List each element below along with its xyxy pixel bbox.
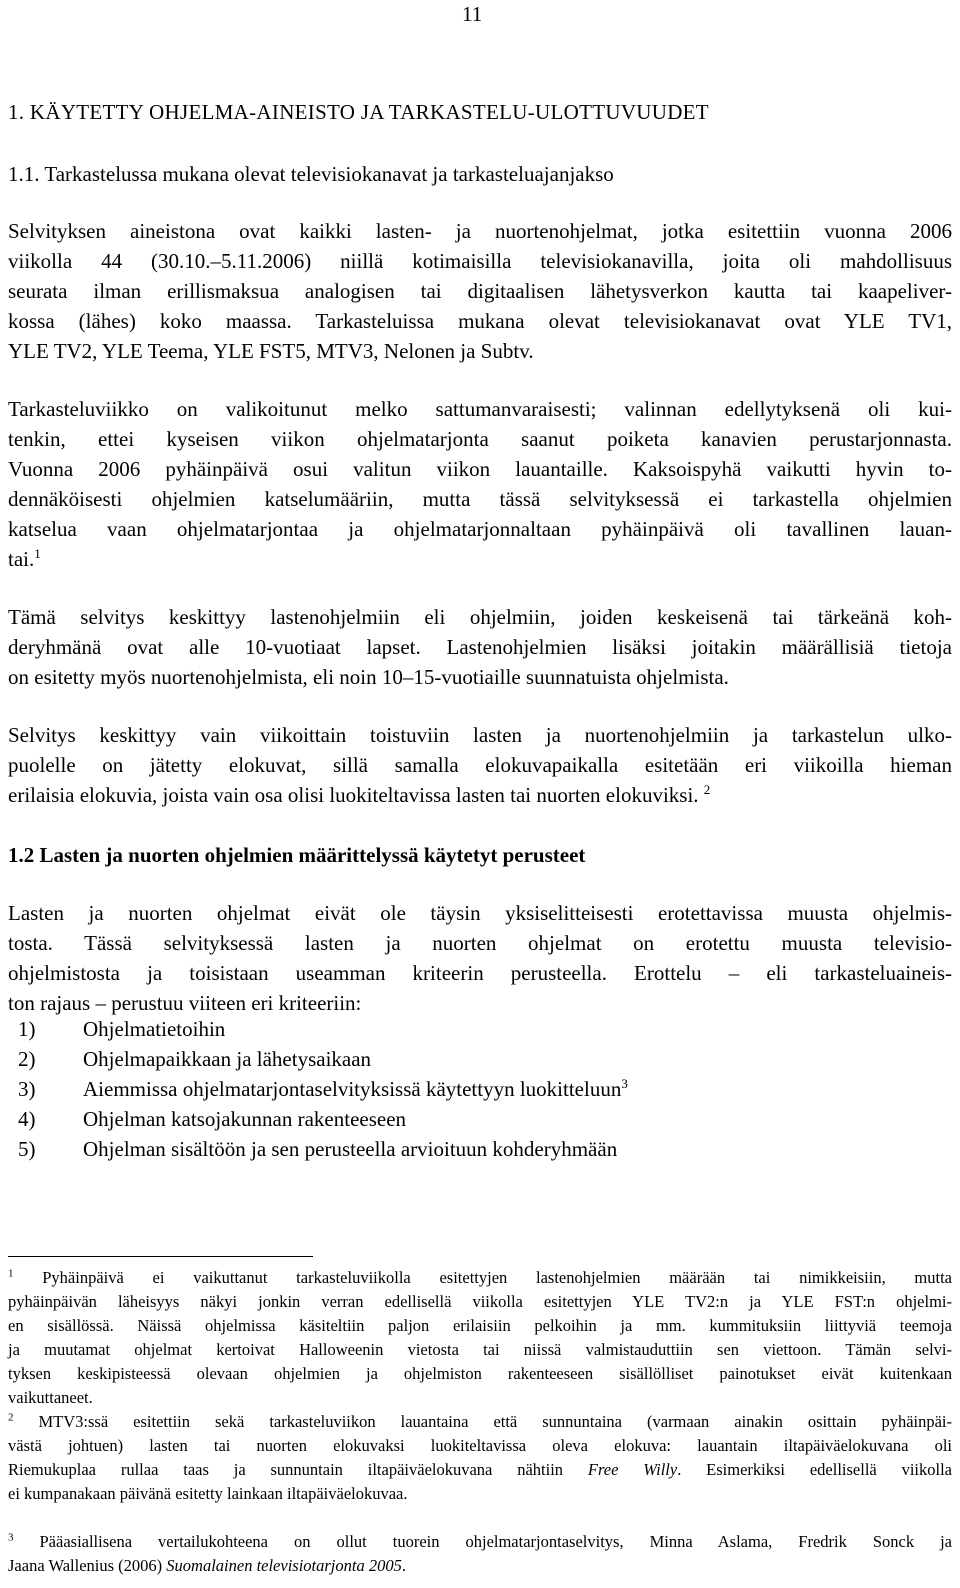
text-fragment: Pääasiallisena vertailukohteena on ollut tuorein ohjelmatarjontaselvitys, Minna Aslama, Fredrik Sonck ja	[39, 1532, 952, 1551]
footnote-number: 2	[8, 1411, 14, 1424]
list-text: Ohjelmapaikkaan ja lähetysaikaan	[83, 1047, 372, 1071]
text-line: Vuonna 2006 pyhäinpäivä osui valitun viikon lauantaille. Kaksoispyhä vaikutti hyvin to-	[8, 457, 952, 481]
text-line: Selvityksen aineistona ovat kaikki lasten- ja nuortenohjelmat, jotka esitettiin vuonna 2006	[8, 219, 952, 243]
criteria-list	[8, 1014, 628, 1164]
footnote-ref-3[interactable]: 3	[621, 1076, 628, 1091]
paragraph-corpus	[8, 216, 952, 366]
footnote-line: ei kumpanakaan päivänä esitetty lainkaan iltapäiväelokuvaa.	[8, 1484, 408, 1503]
text-line: on esitetty myös nuortenohjelmista, eli noin 10–15-vuotiaille suunnatuista ohjelmista.	[8, 665, 729, 689]
text-fragment: Riemukuplaa rullaa taas ja sunnuntain iltapäiväelokuvana nähtiin	[8, 1460, 588, 1479]
text-line: puolelle on jätetty elokuvat, sillä samalla elokuvapaikalla esitetään eri viikoilla hieman	[8, 753, 952, 777]
text-fragment: Jaana Wallenius (2006)	[8, 1556, 167, 1575]
text-line: kossa (lähes) koko maassa. Tarkasteluissa mukana olevat televisiokanavat ovat YLE TV1,	[8, 309, 952, 333]
text-fragment: MTV3:ssä esitettiin sekä tarkasteluviikon lauantaina että sunnuntaina (varmaan ainakin osittain pyhäinpäi-	[38, 1412, 953, 1431]
paragraph-review-week	[8, 394, 952, 574]
list-item	[8, 1014, 628, 1044]
text-line: seurata ilman erillismaksua analogisen tai digitaalisen lähetysverkon kautta tai kaapeliver-	[8, 279, 952, 303]
text-line: ohjelmistosta ja toisistaan useamman kriteerin perusteella. Erottelu – eli tarkasteluaineis-	[8, 961, 952, 985]
footnote-line: pyhäinpäivän läheisyys näkyi jonkin verran edellisellä viikolla esitettyjen YLE TV2:n ja YLE FST:n ohjelmi-	[8, 1292, 952, 1311]
list-item	[8, 1044, 628, 1074]
footnote-line	[8, 1266, 952, 1290]
text-line: tenkin, ettei kyseisen viikon ohjelmatarjonta saanut poiketa kanavien perustarjonnasta.	[8, 427, 952, 451]
footnote-ref-1[interactable]: 1	[34, 546, 41, 561]
footnote-line: en sisällössä. Näissä ohjelmissa käsiteltiin paljon erilaisiin pelkoihin ja mm. kummituksiin liittyviä teemoja	[8, 1316, 952, 1335]
footnote-1	[8, 1266, 952, 1410]
page-number: 11	[462, 2, 483, 26]
footnote-2	[8, 1410, 952, 1506]
list-text: Ohjelman katsojakunnan rakenteeseen	[83, 1107, 407, 1131]
footnote-number: 3	[8, 1531, 14, 1544]
list-number: 3)	[18, 1077, 36, 1101]
footnote-line: tyksen keskipisteessä olevaan ohjelmien ja ohjelmiston rakenteeseen sisällölliset painotukset eivät kuitenkaan	[8, 1364, 952, 1383]
text-fragment: .	[401, 1556, 406, 1575]
text-fragment: Pyhäinpäivä ei vaikuttanut tarkasteluviikolla esitettyjen lastenohjelmien määrään tai nimikkeisiin, mutta	[42, 1268, 953, 1287]
text-line	[8, 780, 952, 810]
text-line: tosta. Tässä selvityksessä lasten ja nuorten ohjelmat on erotettu muusta televisio-	[8, 931, 952, 955]
text-line: dennäköisesti ohjelmien katselumääriin, mutta tässä selvityksessä ei tarkastella ohjelmien	[8, 487, 952, 511]
footnote-separator	[8, 1256, 313, 1257]
footnote-line	[8, 1458, 952, 1482]
text-line: Selvitys keskittyy vain viikoittain toistuviin lasten ja nuortenohjelmiin ja tarkastelun ulko-	[8, 723, 952, 747]
section-heading-1-1: 1.1. Tarkastelussa mukana olevat televisiokanavat ja tarkasteluajanjakso	[8, 162, 614, 186]
footnote-line: ja muutamat ohjelmat kertoivat Halloweenin vietosta tai niissä valmistauduttiin sen viettoon. Tämän selvi-	[8, 1340, 952, 1359]
list-text: Aiemmissa ohjelmatarjontaselvityksissä käytettyyn luokitteluun	[83, 1077, 622, 1101]
footnote-number: 1	[8, 1267, 14, 1280]
text-line	[8, 544, 952, 574]
footnote-line: vaikuttaneet.	[8, 1388, 93, 1407]
paragraph-focus	[8, 602, 952, 692]
footnote-line	[8, 1554, 952, 1578]
text-fragment: erilaisia elokuvia, joista vain osa olisi luokiteltavissa lasten tai nuorten elokuviksi.	[8, 783, 699, 807]
list-number: 4)	[18, 1107, 36, 1131]
footnote-line	[8, 1410, 952, 1434]
list-item	[8, 1104, 628, 1134]
text-line: Lasten ja nuorten ohjelmat eivät ole täysin yksiselitteisesti erotettavissa muusta ohjelmis-	[8, 901, 952, 925]
footnote-ref-2[interactable]: 2	[703, 782, 711, 797]
text-line: deryhmänä ovat alle 10-vuotiaat lapset. Lastenohjelmien lisäksi joitakin määrällisiä tietoja	[8, 635, 952, 659]
paragraph-films	[8, 720, 952, 810]
list-number: 2)	[18, 1047, 36, 1071]
text-fragment: . Esimerkiksi edellisellä viikolla	[677, 1460, 952, 1479]
section-heading-1-2: 1.2 Lasten ja nuorten ohjelmien määrittelyssä käytetyt perusteet	[8, 843, 586, 867]
film-title: Free Willy	[587, 1460, 678, 1479]
list-item	[8, 1074, 628, 1104]
publication-title: Suomalainen televisiotarjonta 2005	[166, 1556, 402, 1575]
footnote-line	[8, 1530, 952, 1554]
text-line: Tarkasteluviikko on valikoitunut melko sattumanvaraisesti; valinnan edellytyksenä oli kui-	[8, 397, 952, 421]
footnote-line: västä johtuen) lasten tai nuorten elokuvaksi luokiteltavissa oleva elokuva: lauantain iltapäiväelokuvana oli	[8, 1436, 952, 1455]
text-line: YLE TV2, YLE Teema, YLE FST5, MTV3, Nelonen ja Subtv.	[8, 339, 534, 363]
list-number: 5)	[18, 1137, 36, 1161]
text-line: katselua vaan ohjelmatarjontaa ja ohjelmatarjonnaltaan pyhäinpäivä oli tavallinen lauan-	[8, 517, 952, 541]
paragraph-definition	[8, 898, 952, 1018]
section-heading-1: 1. KÄYTETTY OHJELMA-AINEISTO JA TARKASTELU-ULOTTUVUUDET	[8, 100, 709, 124]
list-number: 1)	[18, 1017, 36, 1041]
text-line: ton rajaus – perustuu viiteen eri kriteeriin:	[8, 991, 362, 1015]
list-text: Ohjelmatietoihin	[83, 1017, 226, 1041]
list-text: Ohjelman sisältöön ja sen perusteella arvioituun kohderyhmään	[83, 1137, 618, 1161]
text-line: Tämä selvitys keskittyy lastenohjelmiin eli ohjelmiin, joiden keskeisenä tai tärkeänä koh-	[8, 605, 952, 629]
footnote-3	[8, 1530, 952, 1578]
list-item	[8, 1134, 628, 1164]
text-line: viikolla 44 (30.10.–5.11.2006) niillä kotimaisilla televisiokanavilla, joita oli mahdollisuus	[8, 249, 952, 273]
text-fragment: tai.	[8, 547, 35, 571]
